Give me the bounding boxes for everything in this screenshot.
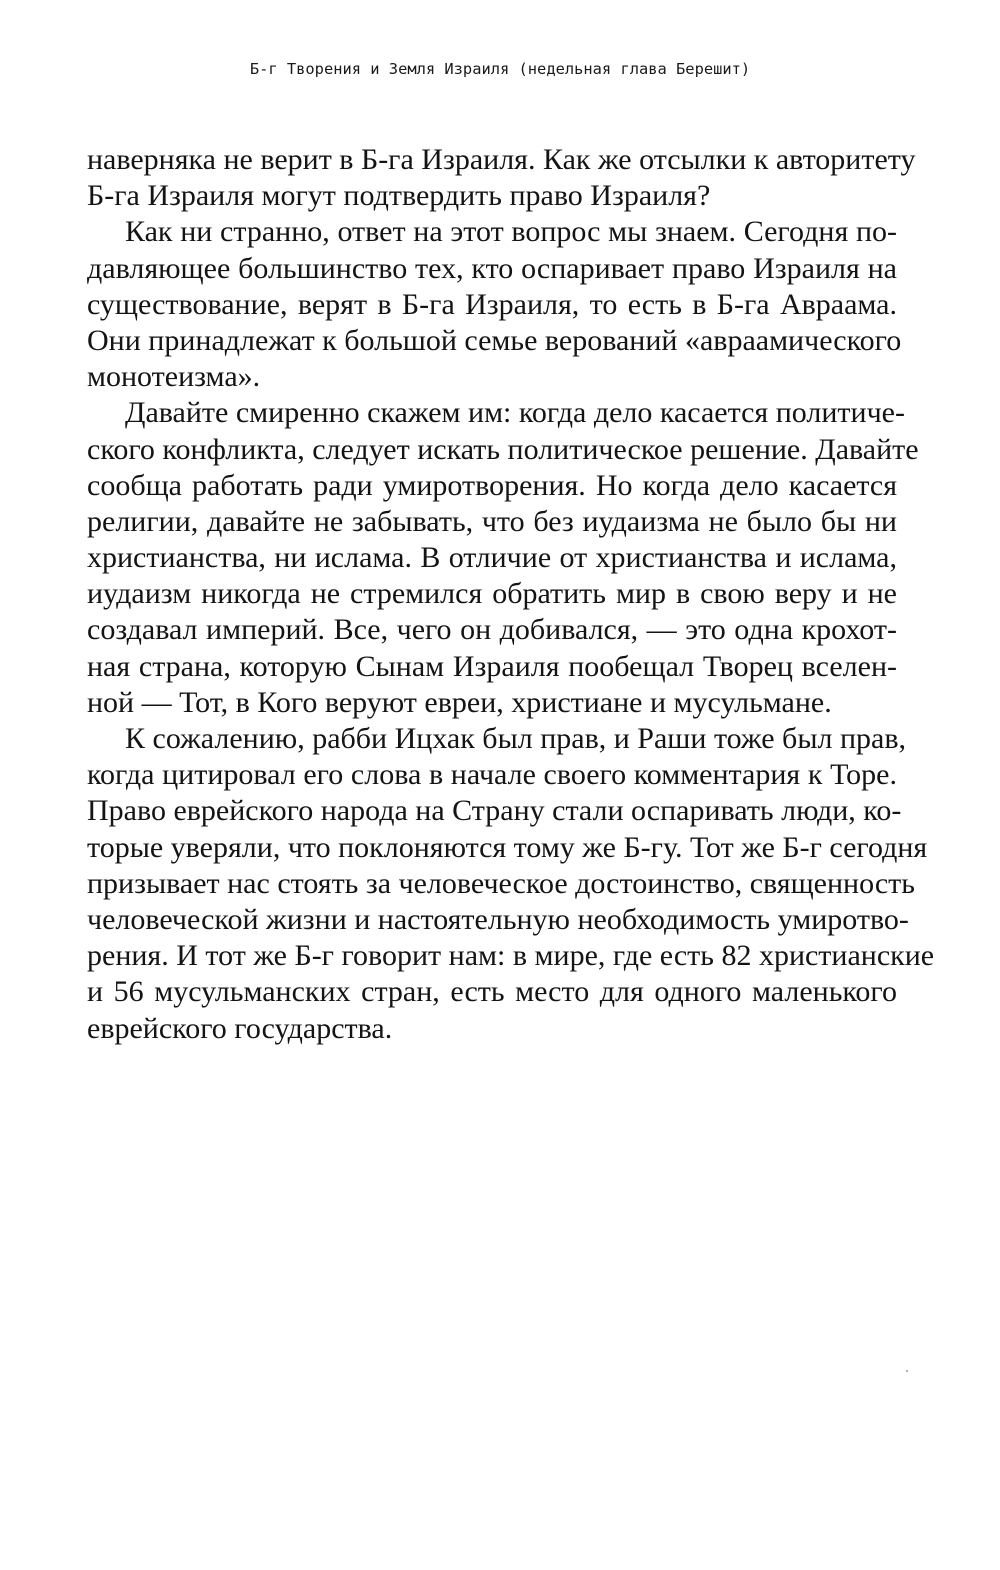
text-line: христианства, ни ислама. В отличие от христианства и ислама,	[87, 541, 897, 575]
text-line: призывает нас стоять за человеческое достоинство, священность	[87, 866, 915, 900]
text-line: давляющее большинство тех, кто оспаривает право Израиля на	[87, 251, 897, 285]
running-header: Б-г Творения и Земля Израиля (недельная глава Берешит)	[249, 60, 751, 78]
text-line: рения. И тот же Б-г говорит нам: в мире, где есть 82 христианские	[87, 939, 935, 973]
text-line: Право еврейского народа на Страну стали оспаривать люди, ко-	[87, 794, 902, 828]
scan-speck	[906, 1370, 908, 1372]
paragraph-first-line: Как ни странно, ответ на этот вопрос мы знаем. Сегодня по-	[125, 215, 897, 249]
text-line: монотеизма».	[87, 360, 261, 394]
text-line: ной — Тот, в Кого веруют евреи, христиане и мусульмане.	[87, 685, 832, 719]
text-line: ная страна, которую Сынам Израиля пообещал Творец вселен-	[87, 649, 897, 683]
text-line: и 56 мусульманских стран, есть место для одного маленького	[87, 975, 897, 1009]
text-line: когда цитировал его слова в начале своего комментария к Торе.	[87, 758, 897, 792]
text-line: сообща работать ради умиротворения. Но когда дело касается	[87, 468, 897, 502]
text-line: человеческой жизни и настоятельную необходимость умиротво-	[87, 902, 909, 936]
text-line: ского конфликта, следует искать политическое решение. Давайте	[87, 432, 919, 466]
text-line: торые уверяли, что поклоняются тому же Б-гу. Тот же Б-г сегодня	[87, 830, 928, 864]
text-line: Они принадлежат к большой семье верований «авраамического	[87, 323, 902, 357]
body-text	[87, 142, 935, 1047]
text-line: Б-га Израиля могут подтвердить право Израиля?	[87, 179, 711, 213]
text-line: существование, верят в Б-га Израиля, то есть в Б-га Авраама.	[87, 287, 897, 321]
text-line: религии, давайте не забывать, что без иудаизма не было бы ни	[87, 504, 897, 538]
text-line: наверняка не верит в Б-га Израиля. Как же отсылки к авторитету	[87, 143, 916, 176]
text-line: иудаизм никогда не стремился обратить мир в свою веру и не	[87, 577, 897, 611]
text-line: создавал империй. Все, чего он добивался, — это одна крохот-	[87, 613, 897, 647]
text-line: еврейского государства.	[87, 1011, 393, 1045]
paragraph-first-line: Давайте смиренно скажем им: когда дело касается политиче-	[125, 396, 905, 430]
paragraph-first-line: К сожалению, рабби Ицхак был прав, и Раши тоже был прав,	[125, 722, 906, 755]
